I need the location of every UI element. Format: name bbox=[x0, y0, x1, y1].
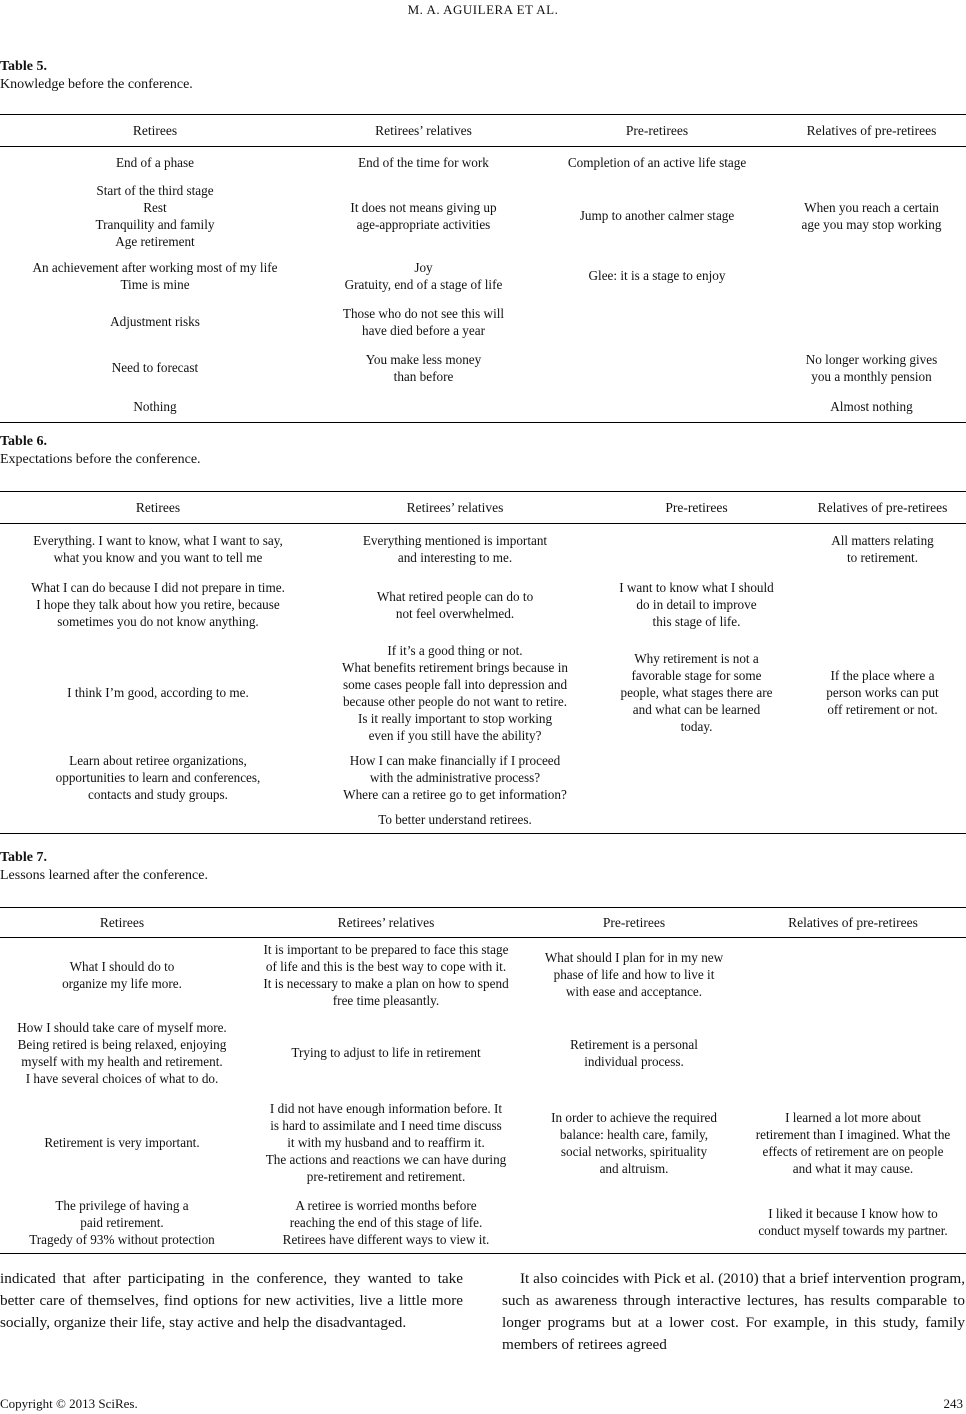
table-cell: What I can do because I did not prepare in time. I hope they talk about how you retire, because sometimes you do not know anything. bbox=[31, 580, 285, 629]
table-cell: What retired people can do to not feel overwhelmed. bbox=[376, 588, 534, 621]
table-6-block bbox=[0, 433, 966, 834]
table-row bbox=[0, 179, 966, 253]
table-cell: Why retirement is not a favorable stage for some people, what stages there are and what can be learned today. bbox=[620, 651, 773, 734]
table-cell: No longer working gives you a monthly pension bbox=[805, 351, 938, 384]
table-cell: Retirement is very important. bbox=[44, 1135, 200, 1150]
table-cell: Glee: it is a stage to enjoy bbox=[588, 268, 726, 283]
table-cell bbox=[799, 750, 966, 806]
table-cell: Trying to adjust to life in retirement bbox=[291, 1045, 481, 1060]
table-cell: In order to achieve the required balance: health care, family, social networks, spirituality and altruism. bbox=[551, 1109, 717, 1176]
table-header-row bbox=[0, 115, 966, 147]
column-header: Pre-retirees bbox=[625, 122, 689, 138]
table-cell: I learned a lot more about retirement than I imagined. What the effects of retirement are on people and what it may cause. bbox=[755, 1109, 951, 1176]
table-cell bbox=[310, 391, 537, 423]
table-cell: Jump to another calmer stage bbox=[579, 208, 735, 223]
table-cell: When you reach a certain age you may stop working bbox=[801, 199, 942, 232]
table-cell: How I can make financially if I proceed with the administrative process? Where can a retiree go to get information? bbox=[343, 753, 567, 802]
column-header: Retirees’ relatives bbox=[406, 499, 504, 515]
table-cell bbox=[594, 524, 799, 574]
table-cell: Learn about retiree organizations, opportunities to learn and conferences, contacts and study groups. bbox=[55, 753, 261, 802]
table-cell: If it’s a good thing or not. What benefits retirement brings because in some cases people fall into depression and because other people do not want to retire. Is it really important to stop working even if you still have the ability? bbox=[342, 642, 568, 743]
table-row bbox=[0, 1192, 966, 1254]
table-header-row bbox=[0, 908, 966, 938]
table-7 bbox=[0, 907, 966, 1254]
column-header: Relatives of pre-retirees bbox=[817, 499, 948, 515]
column-header: Relatives of pre-retirees bbox=[788, 914, 918, 930]
table-caption: Expectations before the conference. bbox=[0, 452, 201, 467]
table-cell: Need to forecast bbox=[111, 360, 199, 375]
table-cell bbox=[777, 253, 966, 299]
column-header: Retirees bbox=[99, 914, 145, 930]
table-cell: An achievement after working most of my life Time is mine bbox=[32, 259, 278, 292]
copyright-footer: Copyright © 2013 SciRes. bbox=[0, 1396, 138, 1411]
table-cell bbox=[537, 391, 777, 423]
table-row bbox=[0, 574, 966, 636]
table-cell: Adjustment risks bbox=[110, 314, 200, 329]
column-header: Retirees’ relatives bbox=[375, 122, 472, 138]
table-cell bbox=[594, 806, 799, 834]
column-header: Relatives of pre-retirees bbox=[806, 122, 937, 138]
table-row bbox=[0, 391, 966, 423]
table-row bbox=[0, 750, 966, 806]
table-row bbox=[0, 299, 966, 345]
column-header: Retirees bbox=[132, 122, 178, 138]
table-title: Table 5. bbox=[0, 59, 47, 74]
table-row bbox=[0, 636, 966, 750]
table-cell: Retirement is a personal individual process. bbox=[570, 1036, 698, 1069]
table-cell bbox=[537, 299, 777, 345]
table-cell bbox=[537, 345, 777, 391]
table-cell: I did not have enough information before. It is hard to assimilate and I need time discuss it with my husband and to reaffirm it. The actions and reactions we can have during pre-retirement and retirement. bbox=[265, 1101, 507, 1184]
column-header: Pre-retirees bbox=[665, 499, 728, 515]
table-cell: End of the time for work bbox=[358, 155, 489, 171]
table-cell: You make less money than before bbox=[365, 351, 482, 384]
body-text-left-column: indicated that after participating in the conference, they wanted to take better care of themselves, find options for new activities, live a little more socially, organize their life, stay active and help the disadvantaged. bbox=[0, 1270, 463, 1331]
table-cell: I want to know what I should do in detail to improve this stage of life. bbox=[619, 580, 774, 629]
table-row bbox=[0, 1094, 966, 1192]
table-5 bbox=[0, 114, 966, 423]
table-cell: It does not means giving up age-appropriate activities bbox=[350, 199, 497, 232]
table-cell bbox=[799, 574, 966, 636]
table-cell bbox=[740, 1012, 966, 1094]
table-caption: Knowledge before the conference. bbox=[0, 77, 193, 92]
table-cell: I liked it because I know how to conduct myself towards my partner. bbox=[758, 1206, 948, 1239]
column-header: Pre-retirees bbox=[602, 914, 666, 930]
table-row bbox=[0, 253, 966, 299]
table-row bbox=[0, 806, 966, 834]
page-number: 243 bbox=[943, 1396, 963, 1411]
table-cell: The privilege of having a paid retirement. Tragedy of 93% without protection bbox=[29, 1197, 215, 1247]
table-cell: Everything. I want to know, what I want to say, what you know and you want to tell me bbox=[33, 532, 283, 565]
table-cell: Everything mentioned is important and interesting to me. bbox=[362, 532, 548, 565]
table-5-block bbox=[0, 58, 966, 423]
table-cell: To better understand retirees. bbox=[378, 811, 532, 827]
table-row bbox=[0, 1012, 966, 1094]
table-row bbox=[0, 345, 966, 391]
table-cell bbox=[594, 750, 799, 806]
table-cell: What I should do to organize my life more. bbox=[62, 958, 182, 991]
table-cell bbox=[740, 938, 966, 1012]
table-header-row bbox=[0, 492, 966, 524]
table-cell: I think I’m good, according to me. bbox=[67, 685, 249, 700]
table-cell: Almost nothing bbox=[830, 398, 913, 414]
column-header: Retirees’ relatives bbox=[337, 914, 435, 930]
table-cell: It is important to be prepared to face this stage of life and this is the best way to cope with it. It is necessary to make a plan on how to spend free time pleasantly. bbox=[263, 941, 509, 1008]
table-row bbox=[0, 524, 966, 574]
table-cell bbox=[777, 147, 966, 179]
table-cell: Start of the third stage Rest Tranquility and family Age retirement bbox=[95, 182, 215, 249]
table-row bbox=[0, 147, 966, 179]
body-text-right-column: It also coincides with Pick et al. (2010) that a brief intervention program, such as awareness through interactive lectures, has results comparable to longer programs but at a lower cost. For example, in this study, family members of retirees agreed bbox=[502, 1270, 965, 1353]
table-row bbox=[0, 938, 966, 1012]
table-cell bbox=[777, 299, 966, 345]
table-title: Table 6. bbox=[0, 434, 47, 449]
table-caption: Lessons learned after the conference. bbox=[0, 868, 208, 883]
column-header: Retirees bbox=[135, 499, 181, 515]
table-cell bbox=[0, 806, 316, 834]
table-title: Table 7. bbox=[0, 850, 47, 865]
table-cell: All matters relating to retirement. bbox=[831, 532, 934, 565]
table-cell bbox=[528, 1192, 740, 1254]
table-cell: Joy Gratuity, end of a stage of life bbox=[344, 259, 503, 292]
table-cell: End of a phase bbox=[116, 155, 194, 171]
table-cell: What should I plan for in my new phase of life and how to live it with ease and acceptance. bbox=[544, 950, 724, 1000]
table-cell: How I should take care of myself more. Being retired is being relaxed, enjoying myself with my health and retirement. I have several choices of what to do. bbox=[17, 1019, 227, 1086]
table-cell: Those who do not see this will have died before a year bbox=[342, 305, 505, 338]
table-7-block bbox=[0, 849, 966, 1254]
table-cell: Nothing bbox=[133, 398, 177, 414]
table-cell: Completion of an active life stage bbox=[567, 155, 747, 171]
table-cell: A retiree is worried months before reaching the end of this stage of life. Retirees have different ways to view it. bbox=[282, 1197, 490, 1247]
running-head: M. A. AGUILERA ET AL. bbox=[407, 2, 559, 17]
table-cell: If the place where a person works can put off retirement or not. bbox=[826, 668, 939, 717]
table-cell bbox=[799, 806, 966, 834]
table-6 bbox=[0, 491, 966, 834]
